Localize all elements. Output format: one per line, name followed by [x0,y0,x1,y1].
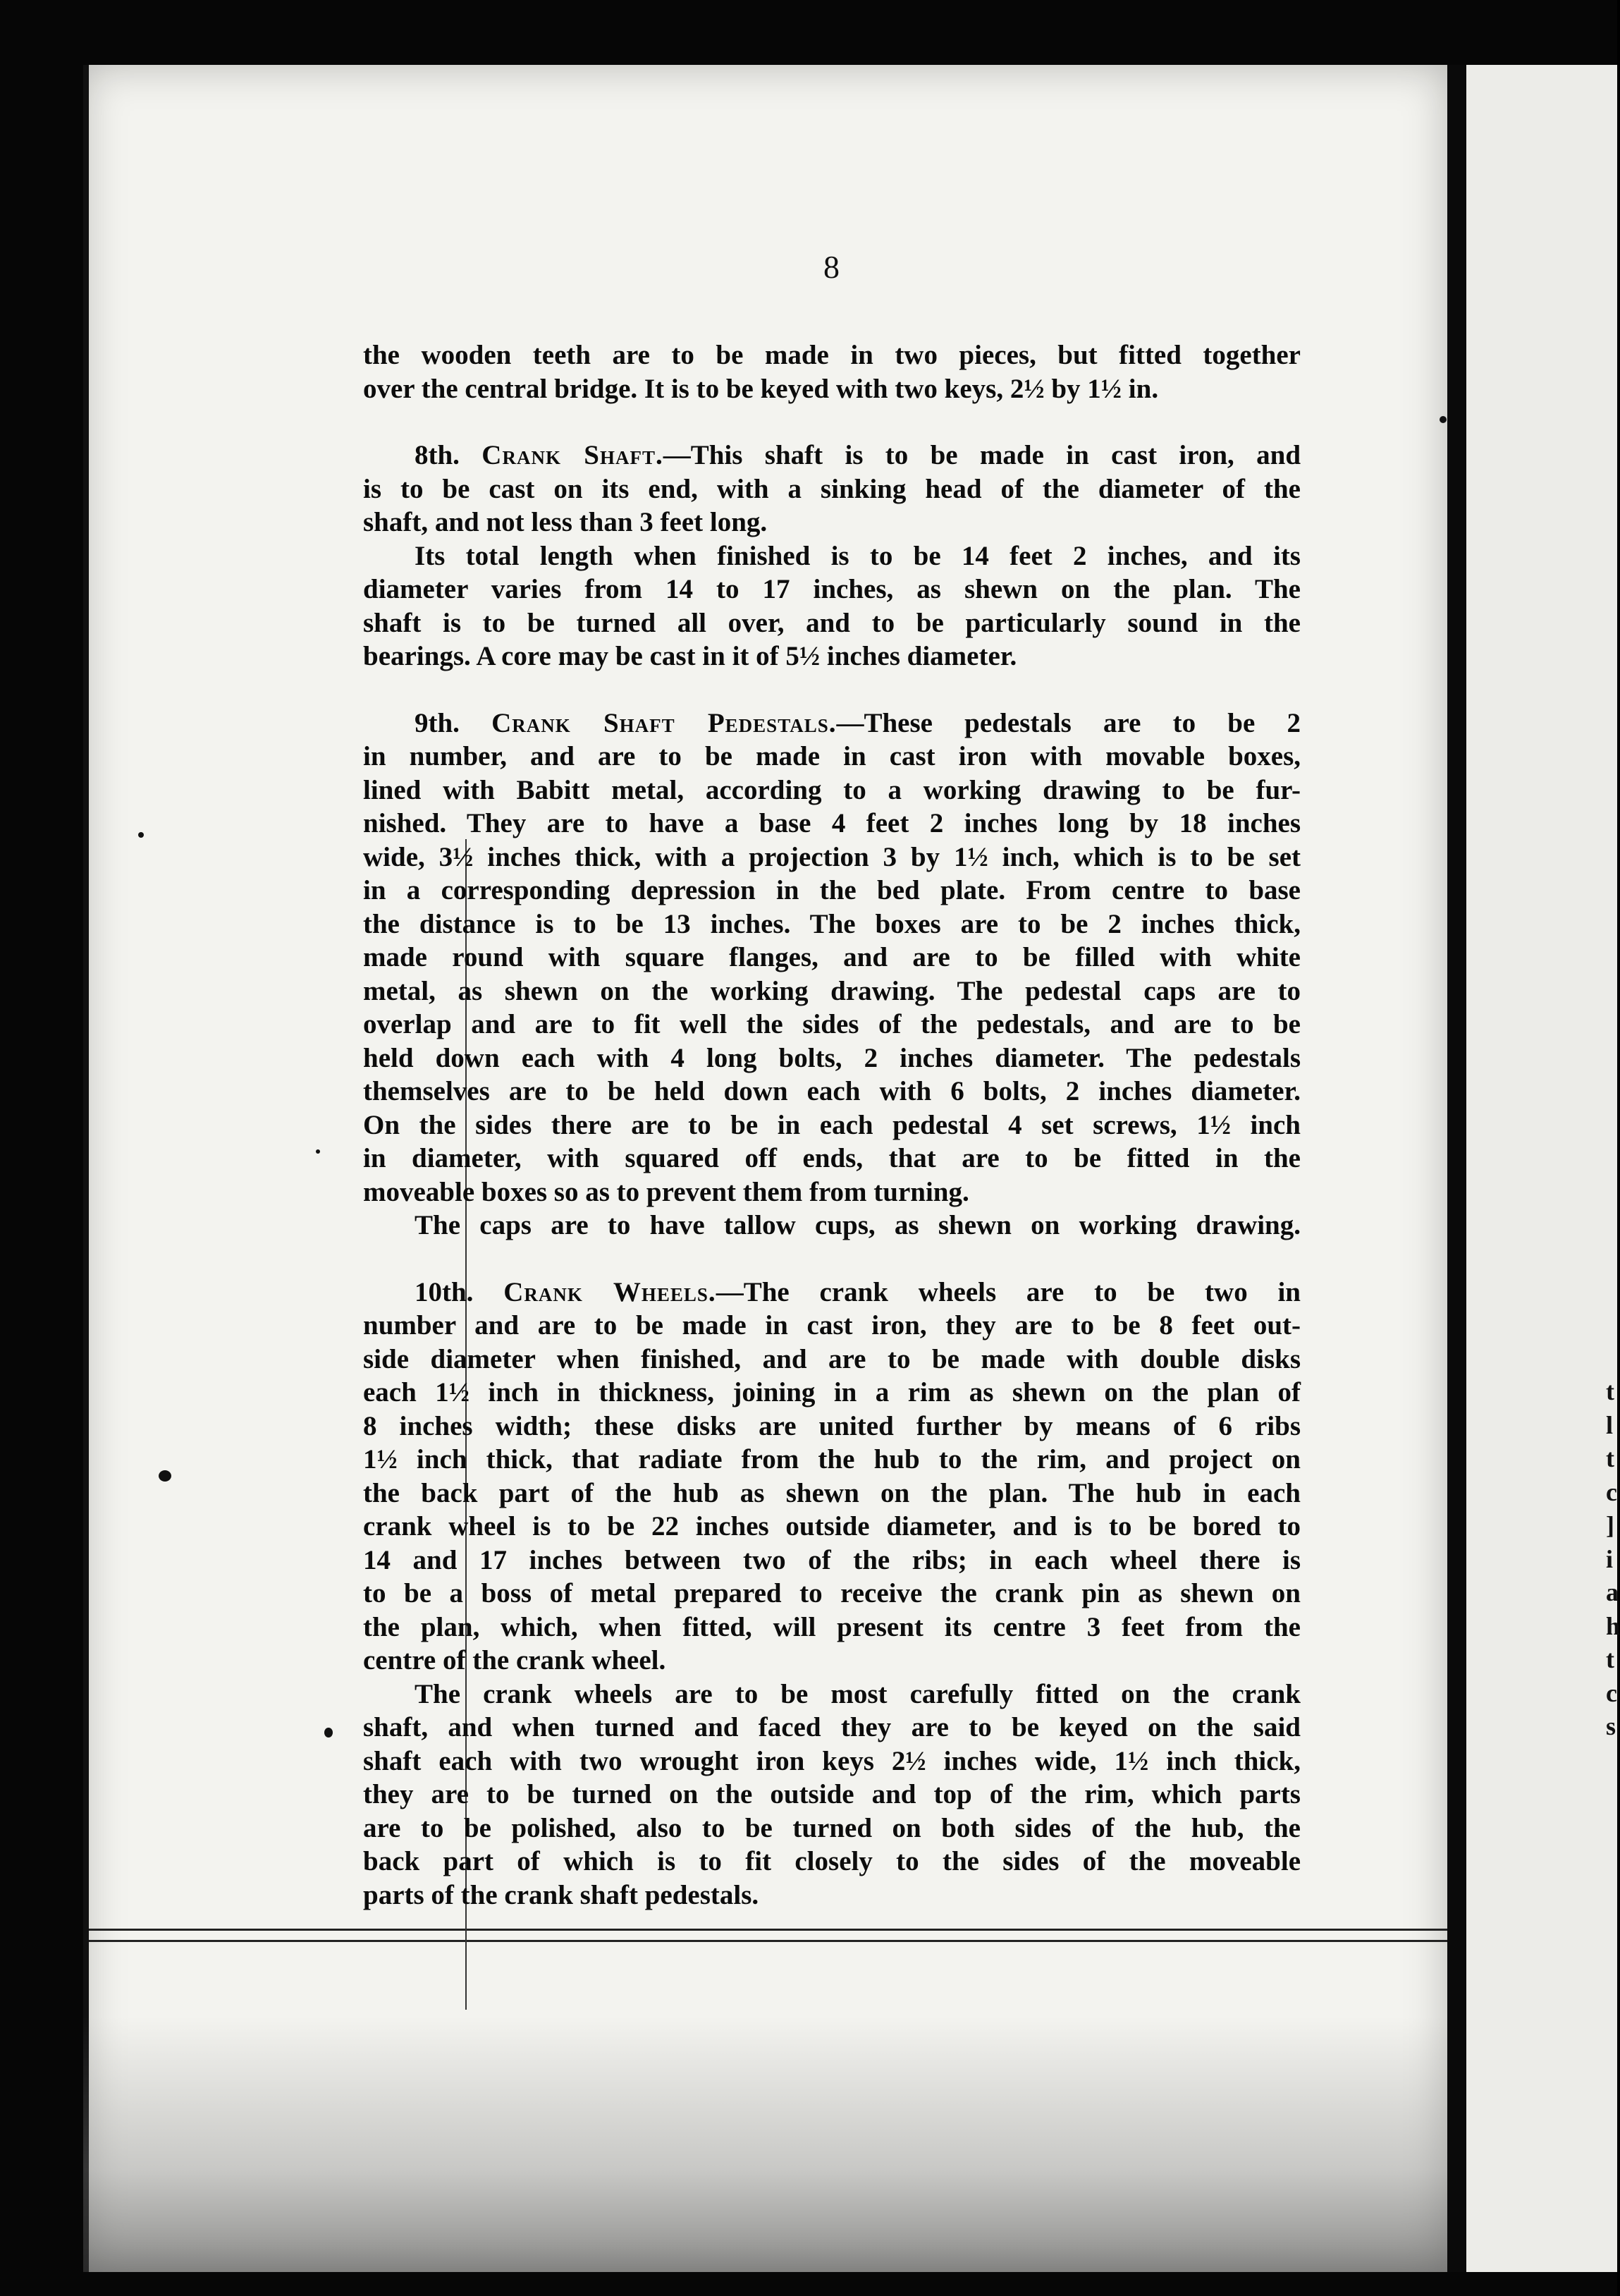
text-line: wide, 3½ inches thick, with a projection 3 by 1½ inch, which is to be set [363,841,1301,872]
right-page-letter: c [1606,1477,1617,1506]
section-heading-line [363,1276,1301,1309]
right-page-letter: t [1606,1377,1614,1405]
text-line: the distance is to be 13 inches. The boxes are to be 2 inches thick, [363,908,1301,939]
text-line: 1½ inch thick, that radiate from the hub to the rim, and project on [363,1444,1301,1474]
scan-shadow [83,2017,1447,2272]
text-line: the back part of the hub as shewn on the plan. The hub in each [363,1477,1301,1508]
text-line: held down each with 4 long bolts, 2 inches diameter. The pedestals [363,1042,1301,1073]
text-line: bearings. A core may be cast in it of 5½ inches diameter. [363,641,1017,671]
section-heading-line [363,439,1301,472]
right-page-letter: c [1606,1678,1617,1707]
text-line: parts of the crank shaft pedestals. [363,1879,759,1910]
text-line: back part of which is to fit closely to the sides of the moveable [363,1846,1301,1876]
text-line: shaft, and when turned and faced they are to be keyed on the said [363,1712,1301,1742]
text-line: the wooden teeth are to be made in two pieces, but fitted together [363,340,1301,370]
ink-spot [316,1149,320,1154]
section-number: 8th. [415,440,460,470]
right-page-letter: t [1606,1444,1614,1472]
section-heading: Crank Wheels. [503,1276,716,1307]
section-number: 9th. [415,707,460,738]
text-line: nished. They are to have a base 4 feet 2 inches long by 18 inches [363,808,1301,838]
text-line: shaft, and not less than 3 feet long. [363,507,768,537]
text-line: in diameter, with squared off ends, that are to be fitted in the [363,1143,1301,1173]
text-line: themselves are to be held down each with 6 bolts, 2 inches diameter. [363,1076,1301,1106]
section-heading: Crank Shaft Pedestals. [491,707,837,738]
section-heading: Crank Shaft. [481,440,663,470]
text-fragment: —The crank wheels are to be two in [716,1276,1301,1307]
text-line: is to be cast on its end, with a sinking head of the diameter of the [363,473,1301,504]
page-number: 8 [823,249,840,285]
page-edge [83,65,89,2272]
ink-spot [138,832,144,838]
text-line: The caps are to have tallow cups, as shewn on working drawing. [415,1210,1301,1240]
right-page-letter: s [1606,1712,1616,1740]
text-line: made round with square flanges, and are to be filled with white [363,942,1301,972]
ink-spot [159,1470,171,1482]
text-line: in a corresponding depression in the bed plate. From centre to base [363,875,1301,905]
text-line: lined with Babitt metal, according to a working drawing to be fur- [363,774,1301,805]
right-page-text [1606,1375,1620,1744]
text-line: over the central bridge. It is to be keyed with two keys, 2½ by 1½ in. [363,373,1159,404]
text-line: to be a boss of metal prepared to receive the crank pin as shewn on [363,1578,1301,1608]
text-line: The crank wheels are to be most carefully fitted on the crank [415,1678,1301,1709]
right-page-letter: ] [1606,1511,1614,1539]
text-line: shaft each with two wrought iron keys 2½ inches wide, 1½ inch thick, [363,1745,1301,1776]
right-page-letter: t [1606,1645,1614,1673]
text-line: diameter varies from 14 to 17 inches, as shewn on the plan. The [363,574,1301,604]
text-line: they are to be turned on the outside and top of the rim, which parts [363,1779,1301,1809]
text-line: 14 and 17 inches between two of the ribs; in each wheel there is [363,1544,1301,1575]
ink-spot [324,1728,333,1738]
text-line: shaft is to be turned all over, and to be particularly sound in the [363,607,1301,638]
ruled-line [89,1929,1447,1931]
text-line: in number, and are to be made in cast iron with movable boxes, [363,741,1301,771]
book-gutter [1447,65,1466,2272]
text-line: side diameter when finished, and are to be made with double disks [363,1343,1301,1374]
body-text [363,338,1301,1912]
section-heading-line [363,707,1301,740]
ink-spot [1440,416,1447,423]
text-line: each 1½ inch in thickness, joining in a rim as shewn on the plan of [363,1377,1301,1407]
ruled-line [89,1940,1447,1942]
right-page-fragment [1466,65,1620,2272]
text-line: 8 inches width; these disks are united further by means of 6 ribs [363,1410,1301,1441]
text-line: metal, as shewn on the working drawing. The pedestal caps are to [363,975,1301,1006]
right-page-letter: l [1606,1410,1614,1439]
text-fragment: —This shaft is to be made in cast iron, and [663,440,1301,470]
text-line: crank wheel is to be 22 inches outside diameter, and is to be bored to [363,1511,1301,1541]
text-line: the plan, which, when fitted, will present its centre 3 feet from the [363,1611,1301,1642]
text-line: are to be polished, also to be turned on both sides of the hub, the [363,1812,1301,1843]
right-page-letter: i [1606,1544,1614,1573]
text-line: On the sides there are to be in each pedestal 4 set screws, 1½ inch [363,1109,1301,1140]
text-line: number and are to be made in cast iron, they are to be 8 feet out- [363,1310,1301,1341]
text-fragment: —These pedestals are to be 2 [836,707,1301,738]
text-line: Its total length when finished is to be 14 feet 2 inches, and its [415,540,1301,571]
text-line: centre of the crank wheel. [363,1645,666,1675]
text-line: overlap and are to fit well the sides of the pedestals, and are to be [363,1009,1301,1039]
right-page-letter: h [1606,1611,1620,1640]
section-number: 10th. [415,1276,474,1307]
text-line: moveable boxes so as to prevent them from turning. [363,1176,969,1207]
right-page-letter: a [1606,1578,1619,1606]
